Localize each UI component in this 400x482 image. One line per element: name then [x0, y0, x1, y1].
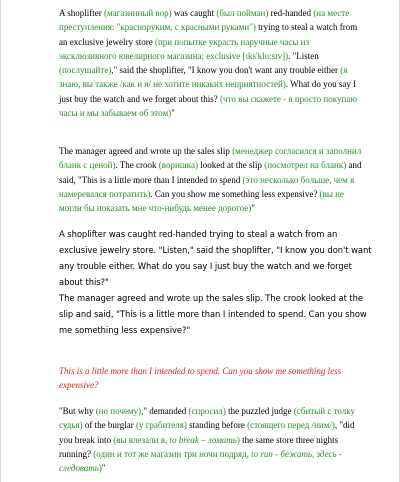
russian-gloss: (вы не могли бы показать мне что-нибудь менее дорогое) — [59, 188, 344, 214]
english-text: red-handed — [268, 8, 314, 18]
russian-gloss: (но почему) — [95, 406, 142, 416]
russian-gloss: (я знаю, вы также /как и я/ не хотите никаких неприятностей) — [59, 65, 348, 90]
english-text: . Can you show me something less expensive? — [150, 188, 320, 199]
english-text: " — [101, 463, 106, 474]
russian-gloss: (на месте преступления: "красноруким, с красными руками") — [59, 8, 350, 33]
russian-gloss: (при попытке украсть наручные часы из эксклюзивного ювелирного магазина; exclusive [ɪks'klu:sɪv]) — [59, 36, 310, 61]
english-text: trying to steal a watch from an exclusive jewelry store — [59, 22, 358, 47]
russian-gloss: (один и тот же магазин три ночи подряд, — [93, 448, 252, 459]
english-text: " — [251, 203, 255, 214]
english-text: "But why — [59, 406, 96, 416]
russian-gloss: (сбитый с толку судья) — [59, 406, 356, 431]
russian-gloss: (это несколько больше, чем я намеревался потратить) — [59, 174, 355, 199]
russian-gloss: (у грабителя) — [135, 420, 187, 431]
english-text: " — [171, 108, 175, 119]
bilingual-paragraph-3 — [59, 404, 369, 475]
english-text: standing before — [186, 420, 248, 431]
russian-gloss: (был пойман) — [216, 8, 269, 18]
english-text: ," said the shoplifter, "I know you don't want any trouble either — [111, 65, 341, 76]
english-text: . The crook — [115, 160, 159, 171]
russian-gloss: (вы влезали в, — [113, 434, 170, 445]
russian-gloss: ) — [98, 463, 102, 474]
russian-gloss: (спросил) — [188, 406, 226, 416]
retell-paragraph-1: A shoplifter was caught red-handed trying to steal a watch from an exclusive jewelry store. "Listen," said the shoplifter, "I know you don't want any trouble either. What do you say I just buy the watch and we forget about this?" — [59, 229, 372, 287]
english-text: the same store three nights running? — [59, 434, 339, 459]
english-text: was caught — [171, 8, 217, 18]
english-text: . "Listen — [288, 50, 319, 61]
english-text: of the burglar — [82, 420, 136, 431]
russian-gloss: ) — [236, 434, 240, 445]
russian-gloss: (послушайте) — [59, 65, 112, 76]
highlighted-question: This is a little more than I intended to spend. Can you show me something less expensive? — [59, 366, 342, 390]
english-text: looked at the slip — [197, 160, 265, 171]
english-text: the puzzled judge — [225, 406, 294, 416]
english-text: and said, "This is a little more than I intended to spend — [59, 160, 362, 185]
russian-gloss: to run - бежать, здесь - следовать — [59, 448, 342, 474]
russian-gloss: (посмотрел на бланк) — [264, 160, 347, 171]
english-text: The manager agreed and wrote up the sales slip — [59, 146, 233, 156]
english-text: . What do you say I just buy the watch and we forget about this? — [59, 79, 357, 104]
bilingual-paragraph-1 — [59, 6, 367, 120]
english-text: ," demanded — [141, 406, 189, 416]
english-text: , "did you break into — [59, 420, 355, 445]
retell-paragraph-2: The manager agreed and wrote up the sales slip. The crook looked at the slip and said, "This is a little more than I intended to spend. Can you show me something less expensive?" — [59, 293, 367, 335]
russian-gloss: (стоящего перед /ним/) — [247, 420, 335, 431]
bilingual-paragraph-2 — [59, 144, 367, 215]
english-retelling — [59, 226, 377, 338]
russian-gloss: (воришка) — [158, 160, 198, 171]
russian-gloss: (менеджер согласился и заполнил бланк с ценой) — [59, 146, 362, 171]
russian-gloss: (что вы скажете - я просто покупаю часы и мы забываем об этом) — [59, 93, 358, 119]
russian-gloss: (магазинный вор) — [104, 8, 172, 18]
english-text: A shoplifter — [59, 8, 104, 18]
russian-gloss: to break – ломать — [169, 434, 237, 445]
